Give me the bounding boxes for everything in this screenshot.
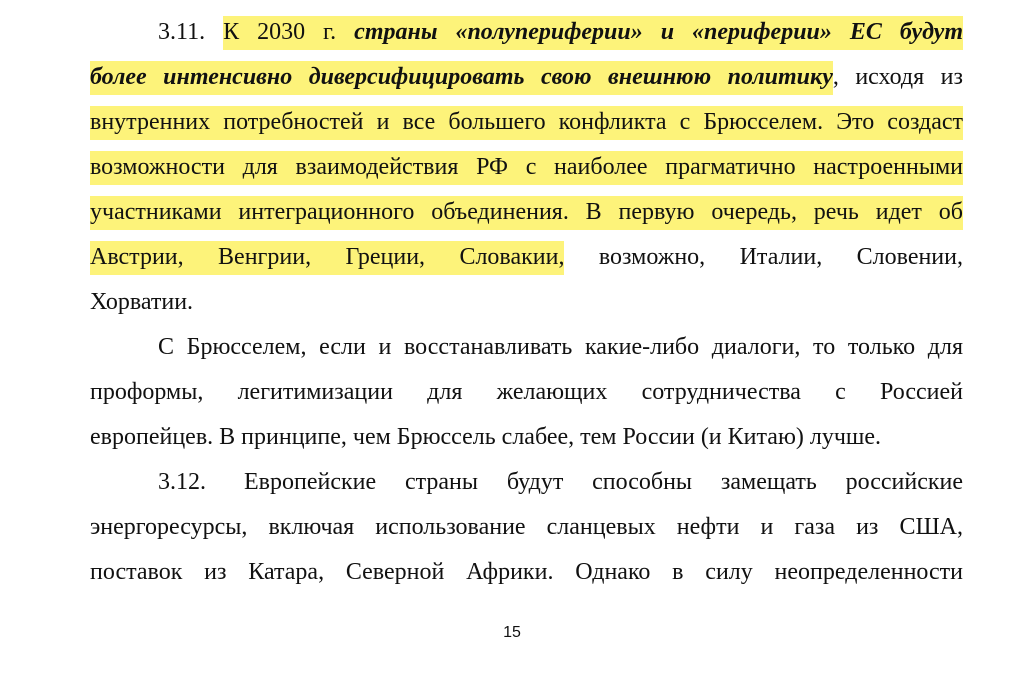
paragraph-brussels-line-3: [90, 422, 963, 452]
text-run: Европейские страны будут способны замещать российские: [244, 469, 963, 495]
text-run: Хорватии.: [90, 289, 194, 315]
highlighted-text: участниками интеграционного объединения. В первую очередь, речь идет об: [90, 196, 963, 230]
text-run: поставок из Катара, Северной Африки. Однако в силу неопределенности: [90, 559, 963, 585]
emphasized-text: страны «полупериферии» и «периферии» ЕС будут: [354, 19, 964, 45]
text-run: возможно, Италии, Словении,: [598, 244, 963, 270]
highlighted-text: возможности для взаимодействия РФ с наиболее прагматично настроенными: [90, 151, 963, 185]
text-run: С Брюсселем, если и восстанавливать какие-либо диалоги, то только для: [158, 334, 963, 360]
paragraph-3-11-line-6: [90, 242, 963, 272]
paragraph-3-11-line-5: [90, 197, 963, 227]
text-run: проформы, легитимизации для желающих сотрудничества с Россией: [90, 379, 963, 405]
paragraph-brussels-line-2: [90, 377, 963, 407]
text-run: европейцев. В принципе, чем Брюссель слабее, тем России (и Китаю) лучше.: [90, 424, 882, 450]
paragraph-3-11-line-3: [90, 107, 963, 137]
paragraph-3-12-line-2: [90, 512, 963, 542]
paragraph-3-11-line-7: [90, 287, 963, 317]
page-number: 15: [503, 624, 521, 641]
highlighted-text: [223, 16, 963, 50]
highlighted-text: внутренних потребностей и все большего конфликта с Брюсселем. Это создаст: [90, 106, 963, 140]
text-run: , исходя из: [832, 64, 963, 90]
emphasized-text: более интенсивно диверсифицировать свою внешнюю политику: [90, 64, 833, 90]
paragraph-brussels-line-1: [158, 332, 963, 362]
text-run: К 2030 г.: [223, 19, 337, 45]
paragraph-3-11-line-4: [90, 152, 963, 182]
highlighted-text: [90, 61, 833, 95]
paragraph-number: 3.12.: [158, 469, 206, 495]
highlighted-text: Австрии, Венгрии, Греции, Словакии,: [90, 241, 564, 275]
paragraph-3-12-line-1: [158, 467, 963, 497]
paragraph-3-11-line-1: [158, 17, 963, 47]
paragraph-3-12-line-3: [90, 557, 963, 587]
paragraph-number: 3.11.: [158, 19, 206, 45]
text-run: энергоресурсы, включая использование сланцевых нефти и газа из США,: [90, 514, 963, 540]
paragraph-3-11-line-2: [90, 62, 963, 92]
